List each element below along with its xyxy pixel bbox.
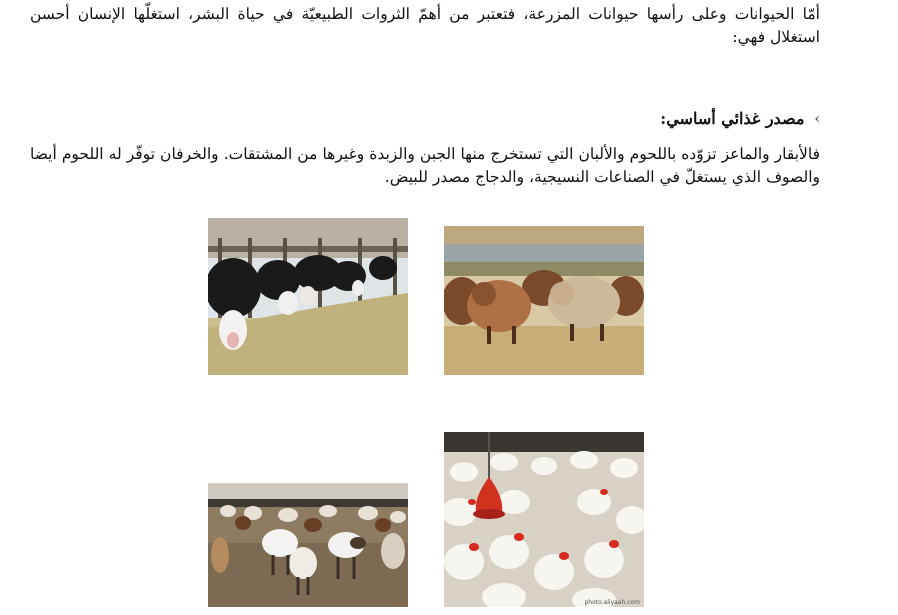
chickens-photo	[444, 432, 644, 607]
section-heading	[660, 109, 820, 128]
food-source-paragraph: فالأبقار والماعز تزوّده باللحوم والألبان التي تستخرج منها الجبن والزبدة وغيرها من المشتقات. والخرفان توفّر له اللحوم أيضا والصوف الذي يستغلّ في الصناعات النسيجية، والدجاج مصدر للبيض.	[30, 145, 820, 186]
bullet-arrow-icon: ›	[814, 110, 820, 127]
cows-photo	[208, 218, 408, 375]
intro-paragraph: أمّا الحيوانات وعلى رأسها حيوانات المزرعة، فتعتبر من أهمّ الثروات الطبيعيّة في حياة البشر، استغلّها الإنسان أحسن استغلال فهي:	[30, 5, 820, 46]
section-heading-text: مصدر غذائي أساسي:	[660, 109, 805, 128]
photo-credit: photo.aliyaah.com	[584, 599, 640, 606]
sheep-photo	[444, 226, 644, 375]
goats-photo	[208, 483, 408, 607]
